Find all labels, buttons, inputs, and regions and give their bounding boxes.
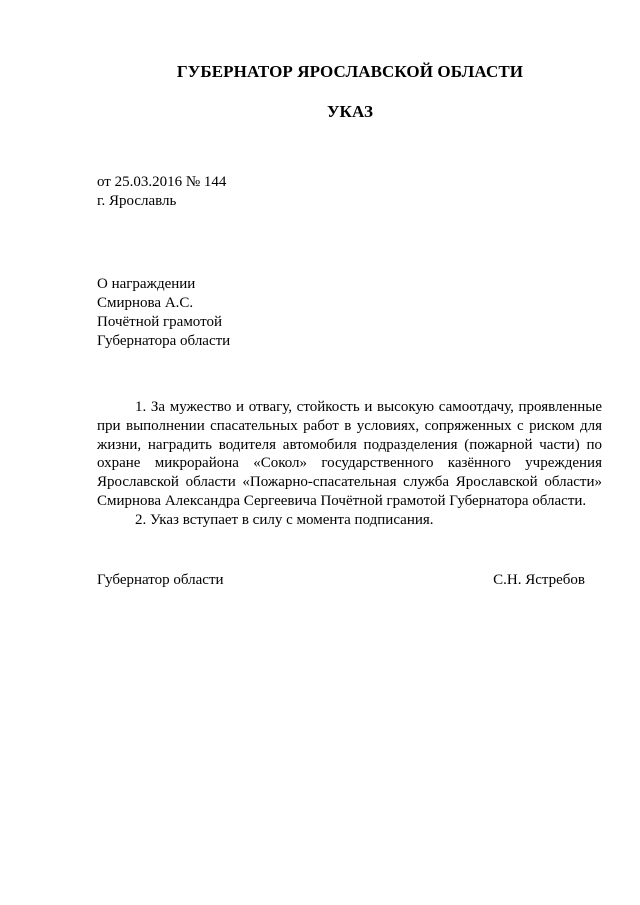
date-and-number: от 25.03.2016 № 144	[97, 174, 227, 190]
subject-line: Губернатора области	[97, 333, 231, 349]
subject-line: Почётной грамотой	[97, 314, 222, 330]
body-paragraph: 1. За мужество и отвагу, стойкость и высокую самоотдачу, проявленные при выполнении спасательных работ в условиях, сопряженных с риском для жизни, наградить водителя автомобиля подразделения (пожарной части) по охране микрорайона «Сокол» государственного казённого учреждения Ярославской области «Пожарно-спасательная служба Ярославской области» Смирнова Александра Сергеевича Почётной грамотой Губернатора области.	[97, 399, 602, 509]
signatory-name: С.Н. Ястребов	[493, 572, 585, 588]
issuing-authority-heading: ГУБЕРНАТОР ЯРОСЛАВСКОЙ ОБЛАСТИ	[176, 62, 524, 81]
signatory-position: Губернатор области	[97, 572, 224, 588]
decree-body	[97, 398, 602, 530]
subject-line: О награждении	[97, 276, 196, 292]
body-paragraph: 2. Указ вступает в силу с момента подписания.	[135, 511, 434, 528]
subject-line: Смирнова А.С.	[97, 295, 194, 311]
document-meta	[97, 173, 226, 211]
decree-subject	[97, 275, 230, 351]
document-type-heading: УКАЗ	[326, 102, 374, 121]
issue-city: г. Ярославль	[97, 193, 177, 209]
